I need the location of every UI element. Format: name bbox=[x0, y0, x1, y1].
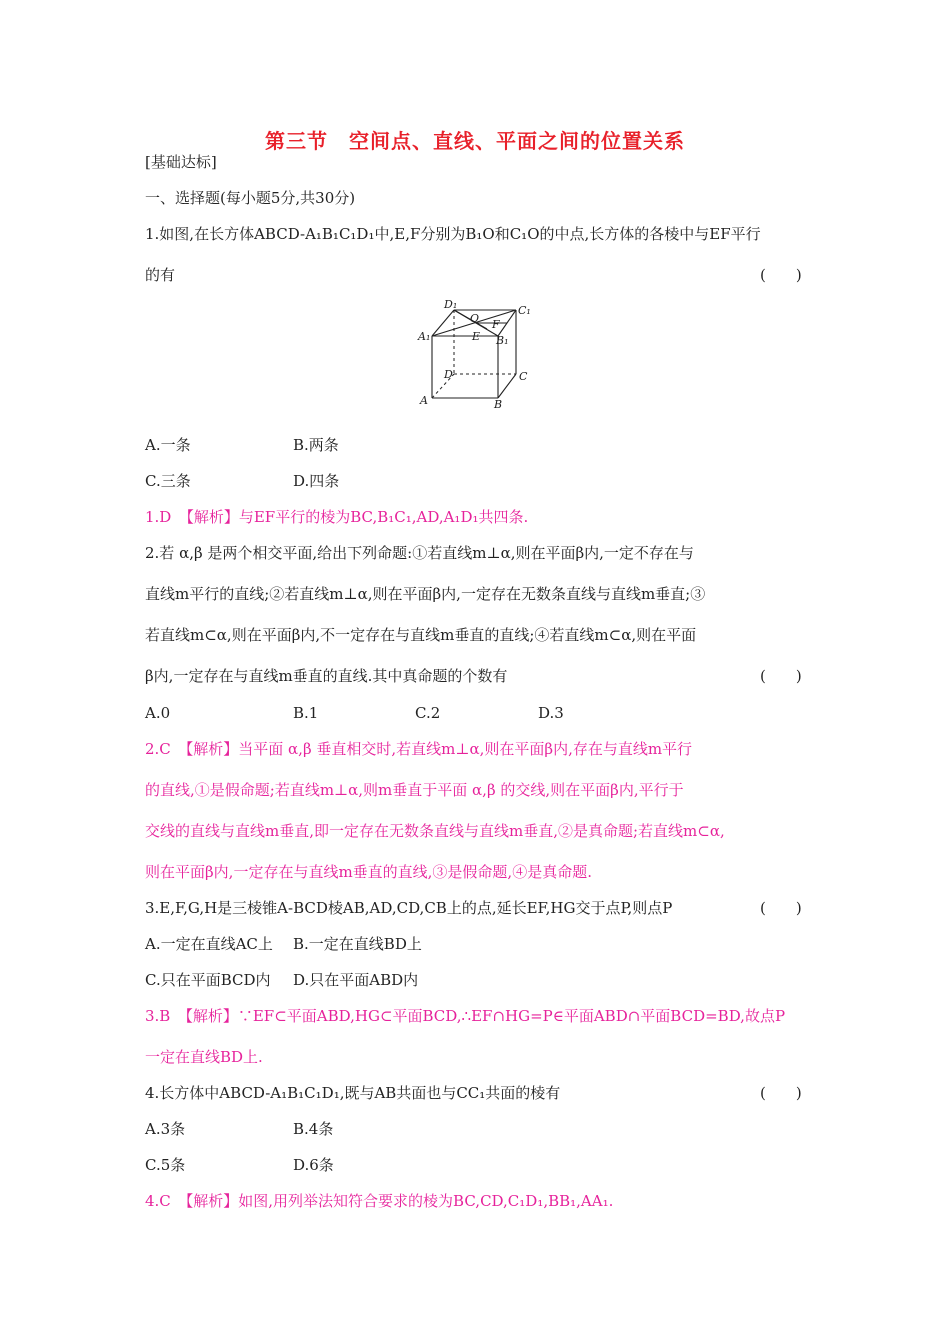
page-title: 第三节 空间点、直线、平面之间的位置关系 bbox=[265, 129, 685, 153]
question-2-line-2: 直线m平行的直线;②若直线m⊥α,则在平面β内,一定存在无数条直线与直线m垂直;③ bbox=[145, 585, 706, 603]
label-o: O bbox=[470, 312, 480, 325]
q3-option-d: D.只在平面ABD内 bbox=[293, 971, 419, 989]
answer-blank: ( ) bbox=[760, 266, 802, 284]
q2-answer-line-4: 则在平面β内,一定存在与直线m垂直的直线,③是假命题,④是真命题. bbox=[145, 863, 592, 881]
q4-option-a: A.3条 bbox=[145, 1120, 186, 1138]
q3-answer-line-1: 3.B 【解析】∵EF⊂平面ABD,HG⊂平面BCD,∴EF∩HG=P∈平面ABD∩平面BCD=BD,故点P bbox=[145, 1007, 786, 1025]
q2-option-a: A.0 bbox=[145, 704, 171, 722]
part-heading: 一、选择题(每小题5分,共30分) bbox=[145, 189, 356, 207]
section-label: [基础达标] bbox=[145, 153, 217, 171]
q2-answer-line-1: 2.C 【解析】当平面 α,β 垂直相交时,若直线m⊥α,则在平面β内,存在与直线m平行 bbox=[145, 740, 693, 758]
question-3-text: 3.E,F,G,H是三棱锥A-BCD棱AB,AD,CD,CB上的点,延长EF,HG交于点P,则点P bbox=[145, 899, 673, 917]
answer-blank: ( ) bbox=[760, 667, 802, 685]
label-d: D bbox=[444, 368, 453, 381]
label-c: C bbox=[519, 370, 528, 383]
q3-option-a: A.一定在直线AC上 bbox=[145, 935, 273, 953]
q1-option-d: D.四条 bbox=[293, 472, 340, 490]
label-f: F bbox=[492, 318, 500, 331]
label-e: E bbox=[472, 330, 481, 343]
q3-option-b: B.一定在直线BD上 bbox=[293, 935, 422, 953]
q2-option-b: B.1 bbox=[293, 704, 319, 722]
question-2-line-1: 2.若 α,β 是两个相交平面,给出下列命题:①若直线m⊥α,则在平面β内,一定不存在与 bbox=[145, 544, 694, 562]
question-4-text: 4.长方体中ABCD-A₁B₁C₁D₁,既与AB共面也与CC₁共面的棱有 bbox=[145, 1084, 561, 1102]
q4-option-b: B.4条 bbox=[293, 1120, 334, 1138]
question-1-text: 1.如图,在长方体ABCD-A₁B₁C₁D₁中,E,F分别为B₁O和C₁O的中点,长方体的各棱中与EF平行 bbox=[145, 225, 761, 243]
answer-blank: ( ) bbox=[760, 899, 802, 917]
label-d1: D₁ bbox=[444, 298, 458, 311]
q3-option-c: C.只在平面BCD内 bbox=[145, 971, 271, 989]
label-b1: B₁ bbox=[496, 334, 509, 347]
label-a1: A₁ bbox=[418, 330, 431, 343]
q1-answer: 1.D 【解析】与EF平行的棱为BC,B₁C₁,AD,A₁D₁共四条. bbox=[145, 508, 529, 526]
q4-option-c: C.5条 bbox=[145, 1156, 186, 1174]
q1-option-b: B.两条 bbox=[293, 436, 339, 454]
q1-option-c: C.三条 bbox=[145, 472, 191, 490]
q2-answer-line-3: 交线的直线与直线m垂直,即一定存在无数条直线与直线m垂直,②是真命题;若直线m⊂α, bbox=[145, 822, 725, 840]
cuboid-figure bbox=[410, 298, 540, 410]
q4-answer: 4.C 【解析】如图,用列举法知符合要求的棱为BC,CD,C₁D₁,BB₁,AA₁. bbox=[145, 1192, 614, 1210]
label-a: A bbox=[420, 394, 428, 407]
q3-answer-line-2: 一定在直线BD上. bbox=[145, 1048, 263, 1066]
q2-answer-line-2: 的直线,①是假命题;若直线m⊥α,则m垂直于平面 α,β 的交线,则在平面β内,平行于 bbox=[145, 781, 684, 799]
question-2-line-4: β内,一定存在与直线m垂直的直线.其中真命题的个数有 bbox=[145, 667, 508, 685]
q2-option-c: C.2 bbox=[415, 704, 441, 722]
q4-option-d: D.6条 bbox=[293, 1156, 334, 1174]
q2-option-d: D.3 bbox=[538, 704, 564, 722]
answer-blank: ( ) bbox=[760, 1084, 802, 1102]
q1-option-a: A.一条 bbox=[145, 436, 191, 454]
label-c1: C₁ bbox=[518, 304, 531, 317]
label-b: B bbox=[494, 398, 503, 410]
question-1-text-cont: 的有 bbox=[145, 266, 176, 284]
question-2-line-3: 若直线m⊂α,则在平面β内,不一定存在与直线m垂直的直线;④若直线m⊂α,则在平面 bbox=[145, 626, 697, 644]
